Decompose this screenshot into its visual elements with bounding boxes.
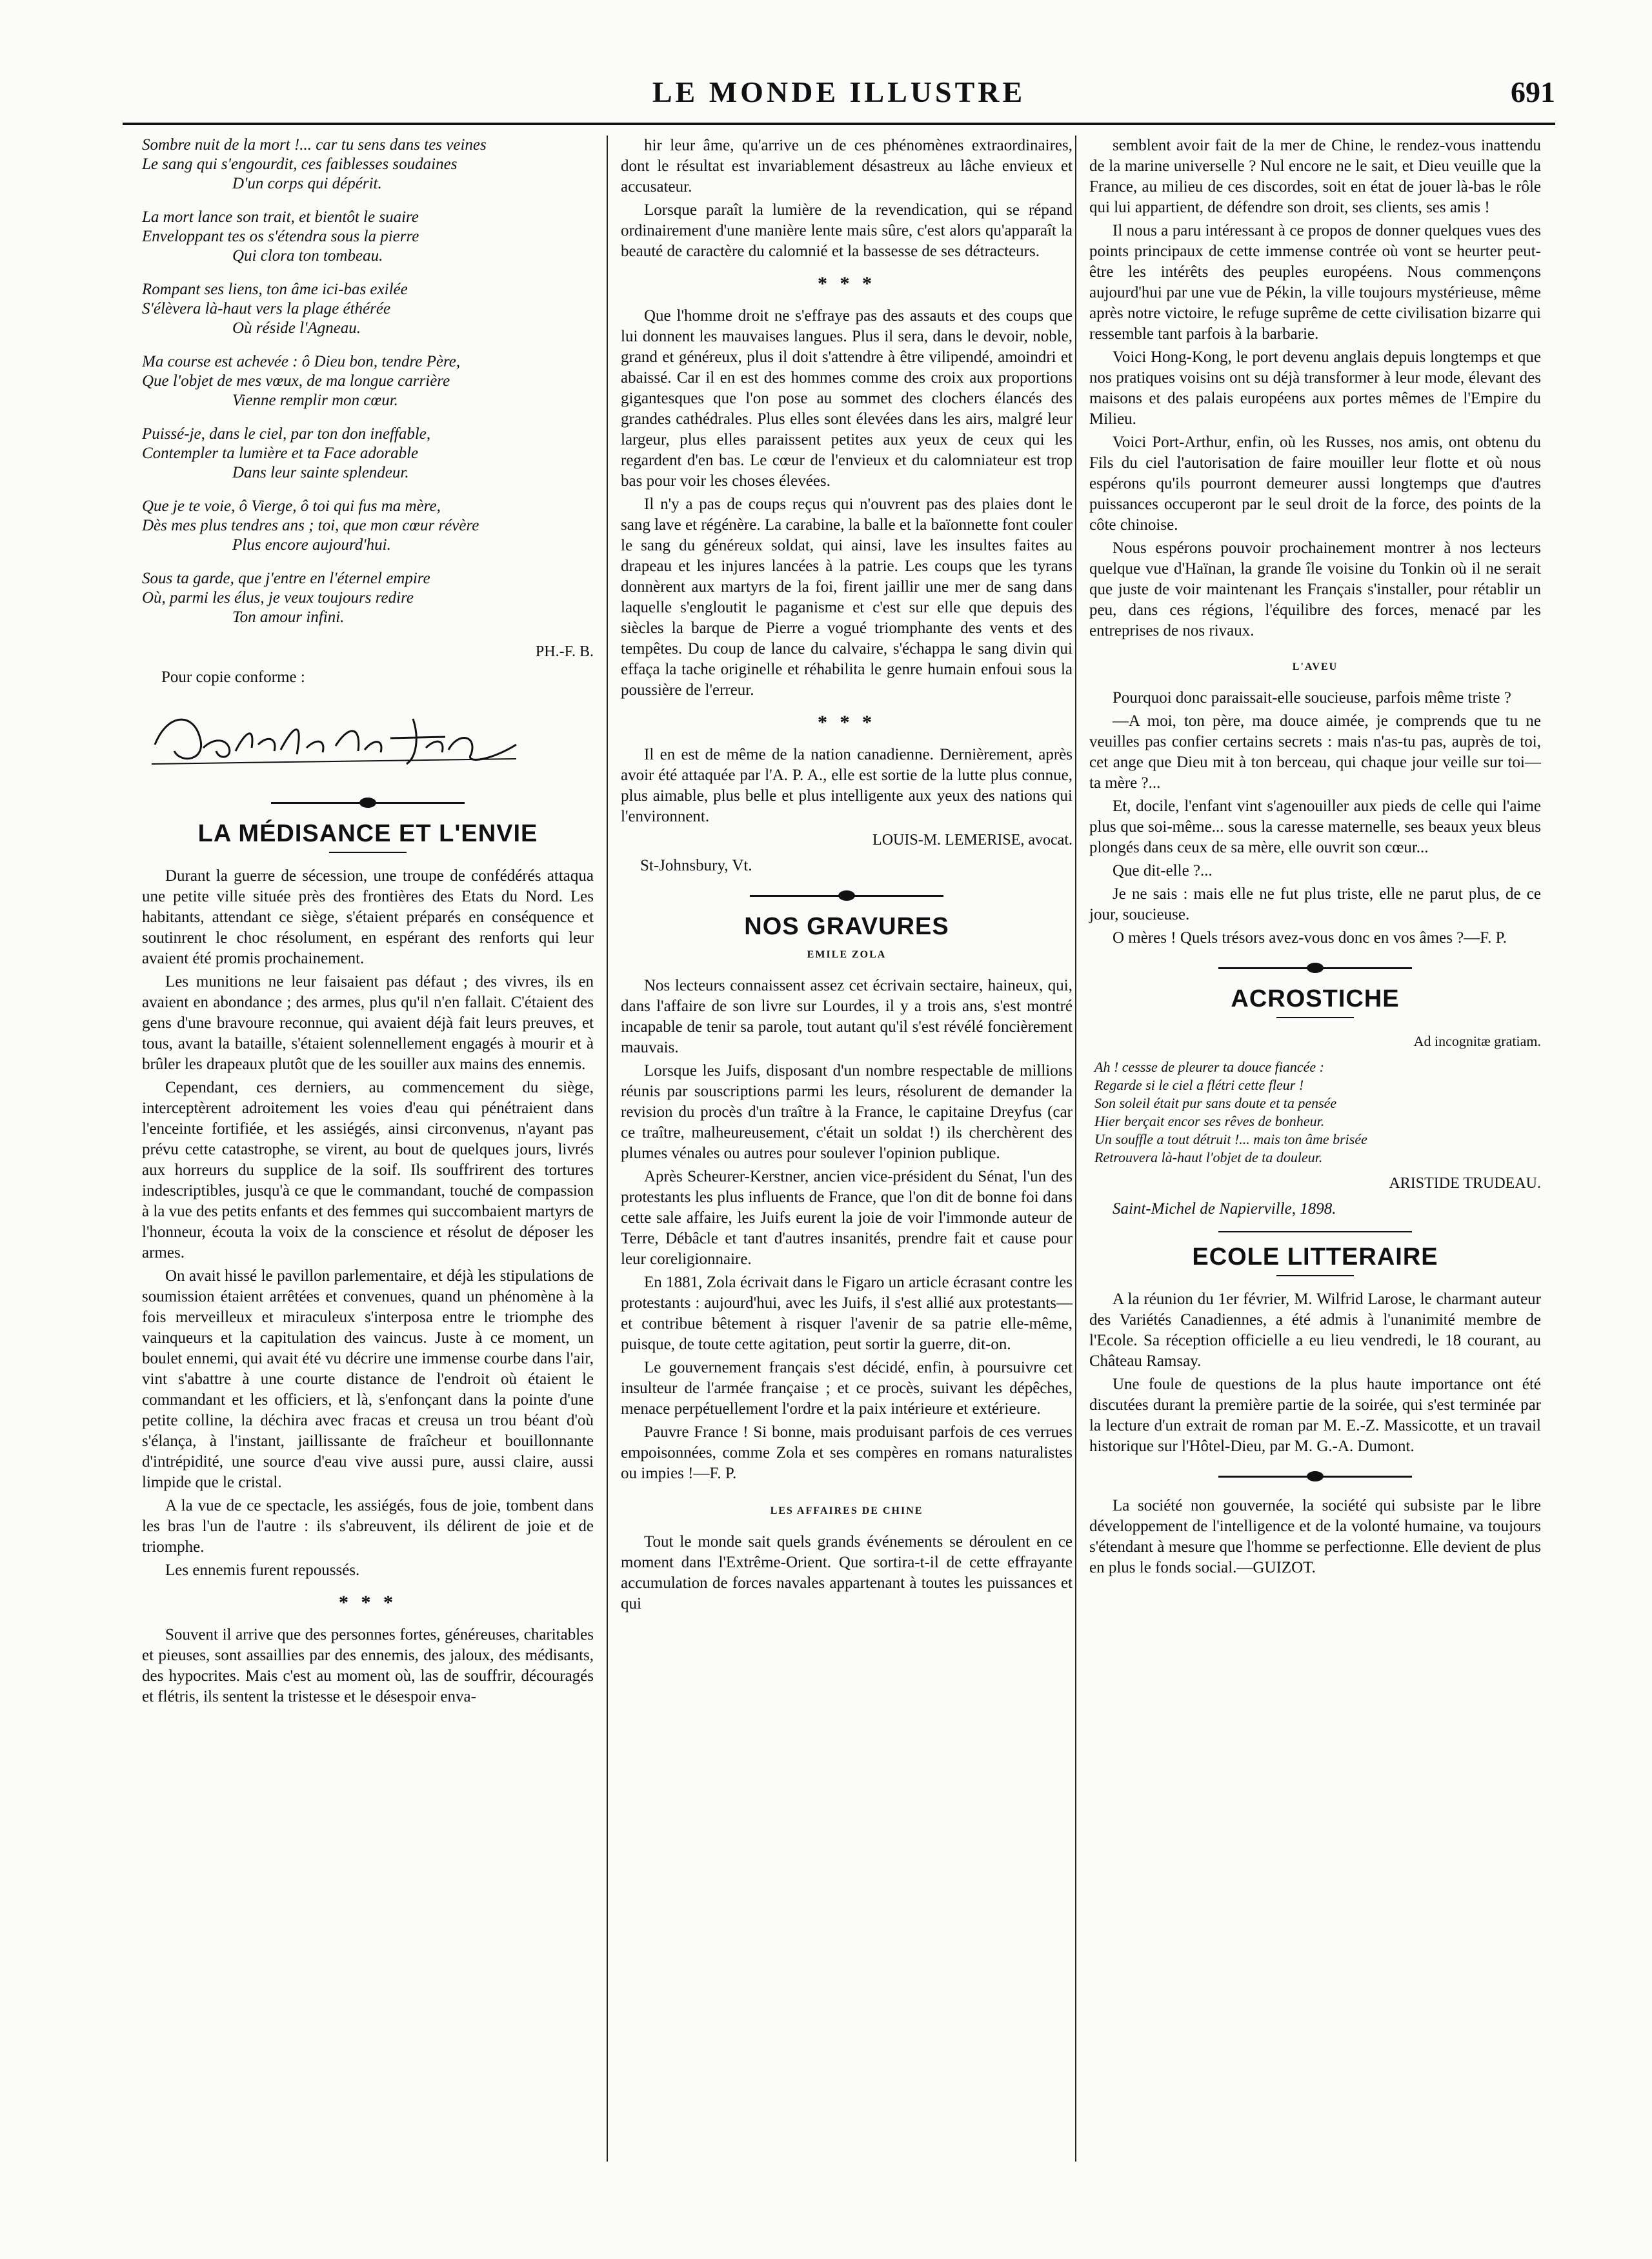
poem-line: Enveloppant tes os s'étendra sous la pierre xyxy=(142,228,419,245)
acrostic-place: Saint-Michel de Napierville, 1898. xyxy=(1113,1200,1336,1218)
paragraph: Les munitions ne leur faisaient pas défaut ; des vivres, ils en avaient en abondance ; des armes, plus qu'il n'en fallait. C'étaient des gens d'une bravoure reconnue, qui avaient déjà fait leurs preuves, et tous, avant la bataille, s'étaient solennellement engagés à mourir et à brûler les drapeaux plutôt que de les souiller aux mains des ennemis. xyxy=(142,973,594,1073)
chine-article xyxy=(1089,136,1541,641)
paragraph: Après Scheurer-Kerstner, ancien vice-président du Sénat, l'un des protestants les plus influents de France, que l'on dit de bonne foi dans cette sale affaire, les Juifs eurent la joie de voir l'immonde auteur de Terre, Débâcle et tant d'autres insanités, prendre fait et cause pour leur coreligionnaire. xyxy=(621,1168,1073,1268)
paragraph: Je ne sais : mais elle ne fut plus triste, elle ne parut plus, de ce jour, soucieuse. xyxy=(1089,885,1541,923)
paragraph: Que l'homme droit ne s'effraye pas des assauts et des coups que lui donnent les mauvaises langues. Plus il sera, dans le devoir, noble, grand et généreux, plus il doit s'attendre à être vilipendé, amoindri et abaissé. Car il en est des hommes comme des croix aux proportions gigantesques que l'on pose au sommet des clochers élancés des grandes cathédrales. Plus elles sont élevées dans les airs, malgré leur largeur, plus elles paraissent petites aux yeux de ceux qui les regardent d'en bas. Le cœur de l'envieux et du calomniateur est trop bas pour voir les choses élevées. xyxy=(621,307,1073,490)
subsection-title-chine: LES AFFAIRES DE CHINE xyxy=(770,1505,923,1516)
column-divider xyxy=(1075,136,1076,2162)
paragraph: Lorsque les Juifs, disposant d'un nombre respectable de millions réunis par souscriptions parmi les leurs, résolurent de demander la revision du procès d'un traître à la France, le capitaine Dreyfus (car ce traître, malheureusement, c'était un soldat !) ils cherchèrent des plumes vénales ou autres pour soulever l'opinion publique. xyxy=(621,1062,1073,1162)
paragraph: —A moi, ton père, ma douce aimée, je comprends que tu ne veuilles pas confier certains secrets : mais n'as-tu pas, auprès de toi, cet ange que Dieu mit à ton berceau, qui chaque jour veille sur toi—ta mère ?... xyxy=(1089,712,1541,792)
acrostic-line: Ah ! cessse de pleurer ta douce fiancée : xyxy=(1094,1059,1324,1075)
poem-stanza xyxy=(142,352,594,410)
poem-line: Plus encore aujourd'hui. xyxy=(232,536,391,554)
title-rule xyxy=(1276,1275,1354,1276)
paragraph: Nous espérons pouvoir prochainement montrer à nos lecteurs quelque vue d'Haïnan, la grande île voisine du Tonkin où il ne serait que juste de voir maintenant les Français s'installer, pour rétablir un peu, dans ces régions, l'équilibre des forces, menacé par les entreprises de nos rivaux. xyxy=(1089,539,1541,639)
section-title-gravures: NOS GRAVURES xyxy=(744,913,949,940)
subsection-title-zola: EMILE ZOLA xyxy=(807,949,887,960)
poem-line: Ton amour infini. xyxy=(232,608,345,626)
poem-signature: PH.-F. B. xyxy=(535,643,594,660)
paragraph: Et, docile, l'enfant vint s'agenouiller aux pieds de celle qui l'aime plus que soi-même... sous la caresse maternelle, ses beaux yeux bleus plongés dans ceux de sa mère, elle ouvrit son cœur... xyxy=(1089,798,1541,856)
paragraph: Nos lecteurs connaissent assez cet écrivain sectaire, haineux, qui, dans l'affaire de son livre sur Lourdes, il y a trois ans, s'est montré incapable de tenir sa parole, tout autant qu'il s'est révélé foncièrement mauvais. xyxy=(621,977,1073,1056)
masthead xyxy=(123,71,1555,125)
section-rule xyxy=(1218,1231,1412,1232)
paragraph: Cependant, ces derniers, au commencement du siège, interceptèrent adroitement les voies d'eau qui pénétraient dans l'enceinte fortifiée, et les assiégés, ainsi circonvenus, n'ayant pas prévu cette catastrophe, se virent, au bout de quelques jours, livrés aux horreurs du supplice de la soif. Ils souffrirent des tortures indescriptibles, jusqu'à ce que le commandant, touché de compassion à la vue des petits enfants et des femmes qui succombaient martyrs de l'honneur, écouta la voix de la conscience et résolut de déposer les armes. xyxy=(142,1079,594,1261)
subsection-title-aveu: L'AVEU xyxy=(1292,661,1338,672)
paragraph: Il n'y a pas de coups reçus qui n'ouvrent pas des plaies dont le sang lave et régénère. La carabine, la balle et la baïonnette font couler le sang du généreux soldat, qui ainsi, lave les insultes faites au drapeau et les injures lancées à la patrie. Les coups que les tyrans donnèrent aux martyrs de la foi, firent jaillir une mer de sang dans laquelle s'engloutit le paganisme et c'est sur elle que depuis des siècles la barque de Pierre a vogué triomphante des vents et des tempêtes. Du coup de lance du calvaire, s'échappa le sang divin qui effaça la tache originelle et réhabilita le genre humain enfoui sous la poussière de l'erreur. xyxy=(621,496,1073,699)
separator-ornament xyxy=(142,796,594,809)
paragraph: Durant la guerre de sécession, une troupe de confédérés attaqua une petite ville située près des frontières des Etats du Nord. Les habitants, attendant ce siège, s'étaient préparés en conséquence et soutinrent le choc résolument, en espérant des renforts qui leur avaient été promis prochainement. xyxy=(142,867,594,967)
paragraph: Il nous a paru intéressant à ce propos de donner quelques vues des points principaux de cette immense contrée où vont se heurter peut-être les intérêts des peuples européens. Nous commençons aujourd'hui par une vue de Pékin, la ville toujours mystérieuse, même après notre victoire, le refuge suprême de cette civilisation bizarre qui ressemble tant parfois à la barbarie. xyxy=(1089,222,1541,343)
poem-stanza xyxy=(142,280,594,338)
paragraph: On avait hissé le pavillon parlementaire, et déjà les stipulations de soumission étaient arrêtées et convenues, quand un phénomène à la fois merveilleux et miraculeux s'interposa entre le triomphe des vainqueurs et la capitulation des vaincus. Juste à ce moment, un boulet ennemi, qui avait été vu décrire une immense courbe dans l'air, vint s'abattre à une courte distance de l'endroit où étaient le commandant et les officiers, et là, s'enfonçant dans la pointe d'une petite colline, la déchira avec fracas et creusa un trou béant d'où s'élança, à l'instant, jaillissante de fraîcheur et bouillonnante d'intrépidité, une source d'eau vive aussi pure, aussi claire, aussi limpide que le cristal. xyxy=(142,1267,594,1491)
section-stars: * * * xyxy=(818,712,876,733)
acrostic-line: Un souffle a tout détruit !... mais ton âme brisée xyxy=(1094,1131,1367,1147)
author-signature: LOUIS-M. LEMERISE, avocat. xyxy=(872,832,1073,848)
paragraph: O mères ! Quels trésors avez-vous donc en vos âmes ?—F. P. xyxy=(1113,929,1507,947)
poem-stanza xyxy=(142,208,594,266)
acrostic-line: Son soleil était pur sans doute et ta pensée xyxy=(1094,1095,1337,1111)
acrostic-signature: ARISTIDE TRUDEAU. xyxy=(1389,1175,1541,1192)
column-2 xyxy=(621,136,1073,2168)
paragraph: Une foule de questions de la plus haute importance ont été discutées durant la première partie de la soirée, qui s'est terminée par la lecture d'un extrait de roman par M. E.-Z. Massicotte, et un travail historique sur l'Hôtel-Dieu, par M. G.-A. Dumont. xyxy=(1089,1376,1541,1455)
title-rule xyxy=(329,852,407,853)
acrostic-dedication: Ad incognitæ gratiam. xyxy=(1413,1033,1541,1049)
poem-line: La mort lance son trait, et bientôt le suaire xyxy=(142,208,419,226)
handwritten-signature xyxy=(142,699,594,777)
section-stars: * * * xyxy=(818,273,876,294)
poem-line: Qui clora ton tombeau. xyxy=(232,247,383,265)
acrostic-line: Retrouvera là-haut l'objet de ta douleur. xyxy=(1094,1149,1323,1165)
zola-article xyxy=(621,976,1073,1484)
title-rule xyxy=(1276,1017,1354,1018)
paragraph: Lorsque paraît la lumière de la revendication, qui se répand ordinairement d'une manière lente mais sûre, c'est alors qu'apparaît la beauté de caractère du calomnié et la bassesse de ses détracteurs. xyxy=(621,201,1073,260)
acrostic-poem xyxy=(1089,1058,1541,1167)
paragraph: Le gouvernement français s'est décidé, enfin, à poursuivre cet insulteur de l'armée française ; et ce procès, suivant les dépêches, menace perpétuellement l'ordre et la paix intérieure et extérieure. xyxy=(621,1359,1073,1418)
ecole-article xyxy=(1089,1289,1541,1457)
poem-line: Que l'objet de mes vœux, de ma longue carrière xyxy=(142,372,450,390)
separator-ornament xyxy=(1089,1470,1541,1483)
poem-line: Sombre nuit de la mort !... car tu sens dans tes veines xyxy=(142,136,487,154)
poem-line: Où réside l'Agneau. xyxy=(232,319,361,337)
paragraph: Tout le monde sait quels grands événements se déroulent en ce moment dans l'Extrême-Orient. Que sortira-t-il de cette effrayante accumulation de forces navales appartenant à toutes les puissances et qui xyxy=(621,1533,1073,1612)
separator-ornament xyxy=(1089,961,1541,974)
paragraph: Que dit-elle ?... xyxy=(1113,862,1213,879)
paragraph: Voici Hong-Kong, le port devenu anglais depuis longtemps et que nos pratiques voisins ont su déjà transformer à leur mode, élevant des maisons et des palais européens aux portes mêmes de l'Empire du Milieu. xyxy=(1089,348,1541,428)
poem-stanza xyxy=(142,569,594,627)
column-3 xyxy=(1089,136,1541,2168)
poem-line: Dans leur sainte splendeur. xyxy=(232,464,409,481)
separator-ornament xyxy=(621,889,1073,902)
medisance-article xyxy=(142,866,594,1581)
medisance-conclusion xyxy=(621,745,1073,827)
poem-line: Contempler ta lumière et ta Face adorable xyxy=(142,445,419,462)
poem-line: Vienne remplir mon cœur. xyxy=(232,392,398,409)
paragraph: Les ennemis furent repoussés. xyxy=(165,1561,360,1579)
section-title-acrostiche: ACROSTICHE xyxy=(1231,985,1400,1012)
section-title-medisance: LA MÉDISANCE ET L'ENVIE xyxy=(197,820,538,847)
guizot-quote: La société non gouvernée, la société qui subsiste par le libre développement de l'intelligence et de la volonté humaine, va toujours s'étendant à mesure que l'homme se perfectionne. Elle devient de plus en plus le fonds social.—GUIZOT. xyxy=(1089,1497,1541,1576)
medisance-continued xyxy=(621,136,1073,262)
page-number: 691 xyxy=(1511,75,1555,108)
poem-stanza xyxy=(142,136,594,194)
paragraph: Voici Port-Arthur, enfin, où les Russes, nos amis, ont obtenu du Fils du ciel l'autorisation de faire mouiller leur flotte et où nous espérons qu'ils pourront demeurer aussi longtemps que d'autres puissances occuperont par le seul droit de la force, des points de la côte chinoise. xyxy=(1089,434,1541,534)
paragraph: Pourquoi donc paraissait-elle soucieuse, parfois même triste ? xyxy=(1113,689,1511,707)
aveu-article xyxy=(1089,688,1541,949)
paragraph: Souvent il arrive que des personnes fortes, généreuses, charitables et pieuses, sont assaillies par des ennemis, des jaloux, des médisants, des hypocrites. Mais c'est au moment où, las de souffrir, découragés et flétris, ils sentent la tristesse et le désespoir enva- xyxy=(142,1626,594,1705)
poem-line: Le sang qui s'engourdit, ces faiblesses soudaines xyxy=(142,156,458,173)
paragraph: A la réunion du 1er février, M. Wilfrid Larose, le charmant auteur des Variétés Canadiennes, a été admis à l'unanimité membre de l'Ecole. Sa réception officielle a eu lieu vendredi, le 18 courant, au Château Ramsay. xyxy=(1089,1290,1541,1370)
paragraph: hir leur âme, qu'arrive un de ces phénomènes extraordinaires, dont le résultat est invariablement désastreux au lâche envieux et accusateur. xyxy=(621,137,1073,196)
poem-line: Où, parmi les élus, je veux toujours redire xyxy=(142,589,414,607)
column-1 xyxy=(142,136,594,2168)
copy-conform: Pour copie conforme : xyxy=(161,668,305,686)
poem-line: Dès mes plus tendres ans ; toi, que mon cœur révère xyxy=(142,517,479,534)
poem-stanza xyxy=(142,497,594,555)
poem-line: D'un corps qui dépérit. xyxy=(232,175,382,192)
paragraph: semblent avoir fait de la mer de Chine, le rendez-vous inattendu de la marine universelle ? Nul encore ne le sait, et Dieu veuille que la France, au milieu de ces discordes, soit en état de jouer là-bas le rôle qui lui appartient, de défendre son droit, ses clients, ses amis ! xyxy=(1089,137,1541,216)
poem xyxy=(142,136,594,627)
poem-line: Ma course est achevée : ô Dieu bon, tendre Père, xyxy=(142,353,461,370)
poem-line: Que je te voie, ô Vierge, ô toi qui fus ma mère, xyxy=(142,497,441,515)
section-title-ecole: ECOLE LITTERAIRE xyxy=(1192,1243,1438,1270)
paragraph: Pauvre France ! Si bonne, mais produisant parfois de ces verrues empoisonnées, comme Zola et ses compères en romans naturalistes ou impies !—F. P. xyxy=(621,1423,1073,1482)
acrostic-line: Hier berçait encor ses rêves de bonheur. xyxy=(1094,1113,1325,1129)
poem-line: Rompant ses liens, ton âme ici-bas exilée xyxy=(142,281,408,298)
poem-line: Puissé-je, dans le ciel, par ton don ineffable, xyxy=(142,425,431,443)
section-stars: * * * xyxy=(339,1592,397,1613)
paragraph: En 1881, Zola écrivait dans le Figaro un article écrasant contre les protestants : aujourd'hui, avec les Juifs, il s'est allié aux protestants—et contribue bêtement à risquer l'avenir de sa patrie elle-même, puisque, de toute cette agitation, peut sortir la guerre, dit-on. xyxy=(621,1274,1073,1353)
paragraph: A la vue de ce spectacle, les assiégés, fous de joie, tombent dans les bras l'un de l'autre : ils s'abreuvent, ils délirent de joie et de triomphe. xyxy=(142,1497,594,1556)
poem-line: S'élèvera là-haut vers la plage éthérée xyxy=(142,300,391,317)
paragraph: Il en est de même de la nation canadienne. Dernièrement, après avoir été attaquée par l'A. P. A., elle est sortie de la lutte plus connue, plus aimable, plus belle et plus intelligente aux yeux des nations qui l'environnent. xyxy=(621,746,1073,825)
poem-line: Sous ta garde, que j'entre en l'éternel empire xyxy=(142,570,430,587)
newspaper-title: LE MONDE ILLUSTRE xyxy=(652,75,1026,108)
poem-stanza xyxy=(142,425,594,483)
acrostic-line: Regarde si le ciel a flétri cette fleur ! xyxy=(1094,1077,1304,1093)
column-divider xyxy=(607,136,608,2162)
author-place: St-Johnsbury, Vt. xyxy=(640,857,752,874)
medisance-continued-2 xyxy=(621,306,1073,701)
